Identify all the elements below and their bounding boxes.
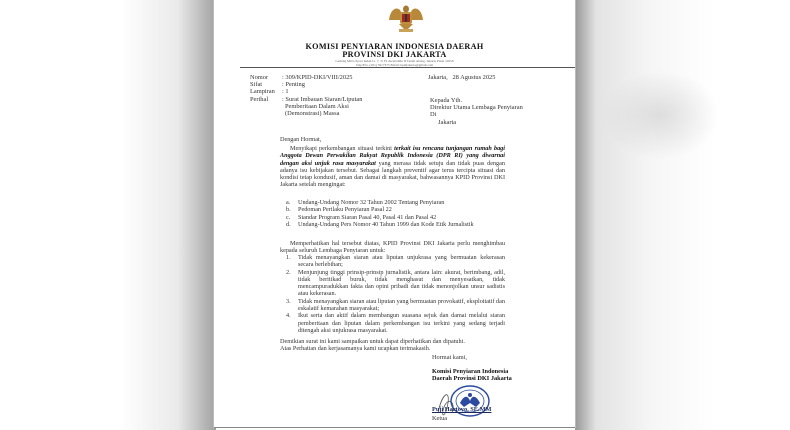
paragraph-intro-emphasis: terkait isu rencana tunjangan rumah bagi Anggota Dewan Perwakilan Rakyat Republik Indonesia (DPR RI) yang diwarnai dengan aksi unjuk rasa masyarakat <box>280 145 505 167</box>
garuda-emblem-icon <box>386 2 426 34</box>
list-item: 2. Menjunjung tinggi prinsip-prinsip jurnalistik, antara lain: akurat, berimbang, adil, tidak beritikad buruk, tidak menghasut dan menyesatkan, tidak mencampuradukkan fakta dan opini pribadi dan tidak menonjolkan unsur sadistis atau kekerasan. <box>286 268 505 298</box>
recipient-line4: Jakarta <box>438 118 457 126</box>
label-nomor: Nomor <box>250 74 269 81</box>
list-item: 4. Ikut serta dan aktif dalam membangun suasana sejuk dan damai melalui siaran pemberitaan dan liputan dalam perkembangan isu terkini yang sedang terjadi ditengah aksi unjukrasa masyarakat. <box>286 312 505 334</box>
label-sifat: Sifat <box>250 81 263 89</box>
list-item: c. Standar Program Siaran Pasal 40, Pasal 41 dan Pasal 42 <box>286 213 437 221</box>
letterhead-divider <box>240 67 575 68</box>
value-nomor: : 309/KPID-DKI/VIII/2025 <box>282 74 353 81</box>
meta-values <box>282 74 362 117</box>
recipient-block <box>430 97 523 126</box>
appeal-points-list <box>280 254 505 334</box>
background-shadow-left <box>120 0 216 430</box>
recipient-line2: Direktur Utama Lembaga Penyiaran <box>430 104 523 112</box>
signature-organization: Komisi Penyiaran Indonesia Daerah Provinsi DKI Jakarta <box>432 368 512 383</box>
letterhead-contact: Telp/Fax. (021) 5917375 Email: kpidjakarta@gmail.com <box>355 63 434 67</box>
label-perihal: Perihal <box>250 95 269 103</box>
paragraph-intro-end: yang merasa tidak setuju dan tidak puas dengan adanya isu kebijakan tersebut. Sebagai langkah preventif agar terus tercipta situasi dan kondisi tetap kondusif, aman dan damai di masyarakat, bahwasannya KPID Provinsi DKI Jakarta setelah mengingat: <box>280 159 505 189</box>
signatory-role: Ketua <box>432 415 448 422</box>
signature-regards: Hormat kami, <box>432 354 467 361</box>
value-lampiran: : 1 <box>282 88 289 96</box>
value-perihal-cont2: (Demonstrasi) Massa <box>285 110 340 118</box>
place-date: Jakarta, 28 Agustus 2025 <box>428 74 496 81</box>
paragraph-appeal: Memperhatikan hal tersebut diatas, KPID Provinsi DKI Jakarta perlu menghimbau kepada seluruh Lembaga Penyiaran untuk: <box>280 240 505 255</box>
recipient-line3: Di <box>430 111 437 119</box>
closing-block <box>280 338 505 353</box>
meta-labels <box>250 74 275 103</box>
label-lampiran: Lampiran <box>250 88 275 96</box>
background-shadow-right <box>575 0 715 430</box>
reference-list <box>280 199 505 228</box>
background-shadow-blob <box>600 70 720 160</box>
letterhead-title-line2: PROVINSI DKI JAKARTA <box>342 50 447 59</box>
closing-line2: Atas Perhatian dan kerjasamanya kami ucapkan terimakasih. <box>280 345 431 353</box>
list-item: a. Undang-Undang Nomor 32 Tahun 2002 Tentang Penyiaran <box>286 199 445 206</box>
letterhead-address: Gedung Mitra Sport Indah Lt. 7, Jl. H. Awaluddin II Tanah Abang, Jakarta Pusat 10250 <box>335 59 454 63</box>
list-item: d. Undang-Undang Pers Nomor 40 Tahun 1999 dan Kode Etik Jurnalistik <box>286 220 474 228</box>
list-item: 1. Tidak menayangkan siaran atau liputan unjukrasa yang bermuatan kekerasan secara berlebihan; <box>286 254 505 269</box>
value-perihal: : Surat Imbauan Siaran/Liputan <box>282 95 363 103</box>
list-item: b. Pedoman Perilaku Penyiaran Pasal 22 <box>286 206 392 214</box>
letter-page <box>214 0 575 428</box>
letterhead-title-line1: KOMISI PENYIARAN INDONESIA DAERAH <box>305 42 484 51</box>
closing-line1: Demikian surat ini kami sampaikan untuk dapat diperhatikan dan dipatuhi. <box>280 338 465 345</box>
signatory-name: Puji Hartoyo, SE.MM <box>432 406 492 413</box>
value-perihal-cont1: Pemberitaan Dalam Aksi <box>285 102 349 110</box>
greeting: Dengan Hormat, <box>280 136 322 143</box>
paragraph-intro-start: Menyikapi perkembangan situasi terkini <box>290 145 395 152</box>
paragraph-intro <box>280 145 505 189</box>
list-item: 3. Tidak menayangkan siaran atau liputan yang bermuatan provokatif, eksploitatif dan eskalatif kemarahan masyarakat; <box>286 297 505 313</box>
recipient-line1: Kepada Yth. <box>430 97 463 104</box>
value-sifat: : Penting <box>282 81 305 89</box>
